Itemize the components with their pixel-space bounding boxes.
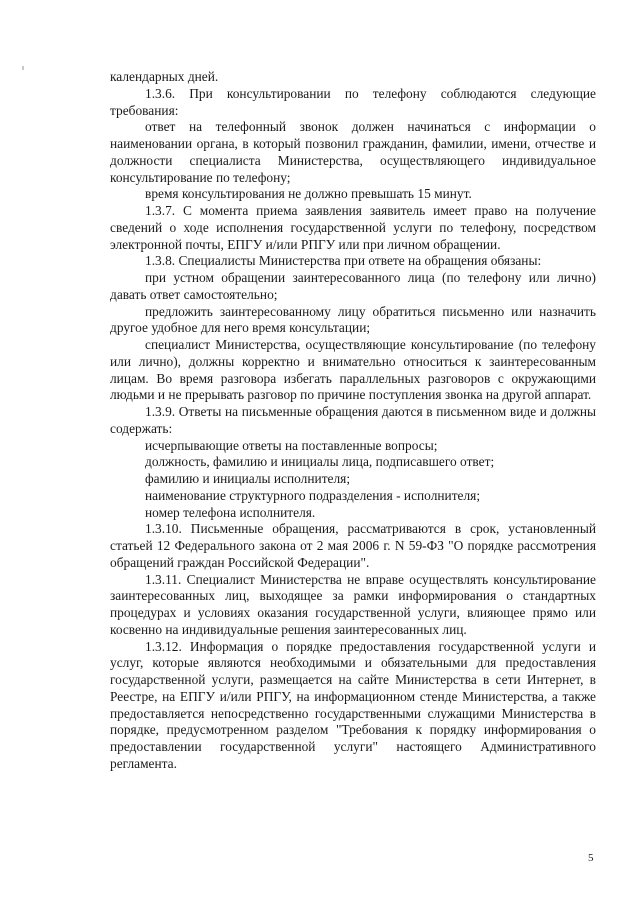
paragraph: ответ на телефонный звонок должен начинаться с информации о наименовании органа, в который позвонил гражданин, фамилии, имени, отчестве и должности специалиста Министерства, осуществляющего индивидуальное консультирование по телефону; bbox=[110, 119, 596, 185]
paragraph: время консультирования не должно превышать 15 минут. bbox=[145, 186, 472, 202]
paragraph: 1.3.10. Письменные обращения, рассматриваются в срок, установленный статьей 12 Федерального закона от 2 мая 2006 г. N 59-ФЗ "О порядке рассмотрения обращений граждан Российской Федерации". bbox=[110, 521, 597, 570]
list-item: должность, фамилию и инициалы лица, подписавшего ответ; bbox=[145, 454, 495, 470]
paragraph: 1.3.12. Информация о порядке предоставления государственной услуги и услуг, которые являются необходимыми и обязательными для предоставления государственной услуги, размещается на сайте Министерства в сети Интернет, в Реестре, на ЕПГУ и/или РПГУ, на информационном стенде Министерства, а также предоставляется непосредственно государственными служащими Министерства в порядке, предусмотренном разделом "Требования к порядку информирования о предоставлении государственной услуги" настоящего Административного регламента. bbox=[110, 638, 596, 771]
paragraph: 1.3.11. Специалист Министерства не вправе осуществлять консультирование заинтересованных лиц, выходящее за рамки информирования о стандартных процедурах и условиях оказания государственной услуги, влияющее прямо или косвенно на индивидуальные решения заинтересованных лиц. bbox=[110, 571, 596, 637]
paragraph: 1.3.9. Ответы на письменные обращения даются в письменном виде и должны содержать: bbox=[110, 404, 596, 436]
page-number: 5 bbox=[588, 852, 594, 864]
paragraph: специалист Министерства, осуществляющие консультирование (по телефону или лично), должны корректно и внимательно относиться к заинтересованным лицам. Во время разговора избегать параллельных разговоров с окружающими людьми и не прерывать разговор по причине поступления звонка на другой аппарат. bbox=[110, 337, 596, 403]
paragraph: 1.3.6. При консультировании по телефону соблюдаются следующие требования: bbox=[110, 85, 596, 118]
paragraph: при устном обращении заинтересованного лица (по телефону или лично) давать ответ самостоятельно; bbox=[110, 270, 596, 302]
paragraph: календарных дней. bbox=[110, 69, 219, 84]
list-item: наименование структурного подразделения - исполнителя; bbox=[145, 487, 481, 503]
paragraph: предложить заинтересованному лицу обратиться письменно или назначить другое удобное для него время консультации; bbox=[110, 303, 596, 336]
body-text bbox=[110, 69, 596, 773]
list-item: исчерпывающие ответы на поставленные вопросы; bbox=[145, 437, 438, 453]
paragraph: 1.3.8. Специалисты Министерства при ответе на обращения обязаны: bbox=[145, 253, 542, 269]
list-item: номер телефона исполнителя. bbox=[145, 504, 316, 520]
scan-mark bbox=[22, 66, 24, 70]
paragraph: 1.3.7. С момента приема заявления заявитель имеет право на получение сведений о ходе исполнения государственной услуги по телефону, посредством электронной почты, ЕПГУ и/или РПГУ или при личном обращении. bbox=[110, 203, 596, 252]
list-item: фамилию и инициалы исполнителя; bbox=[145, 471, 351, 486]
